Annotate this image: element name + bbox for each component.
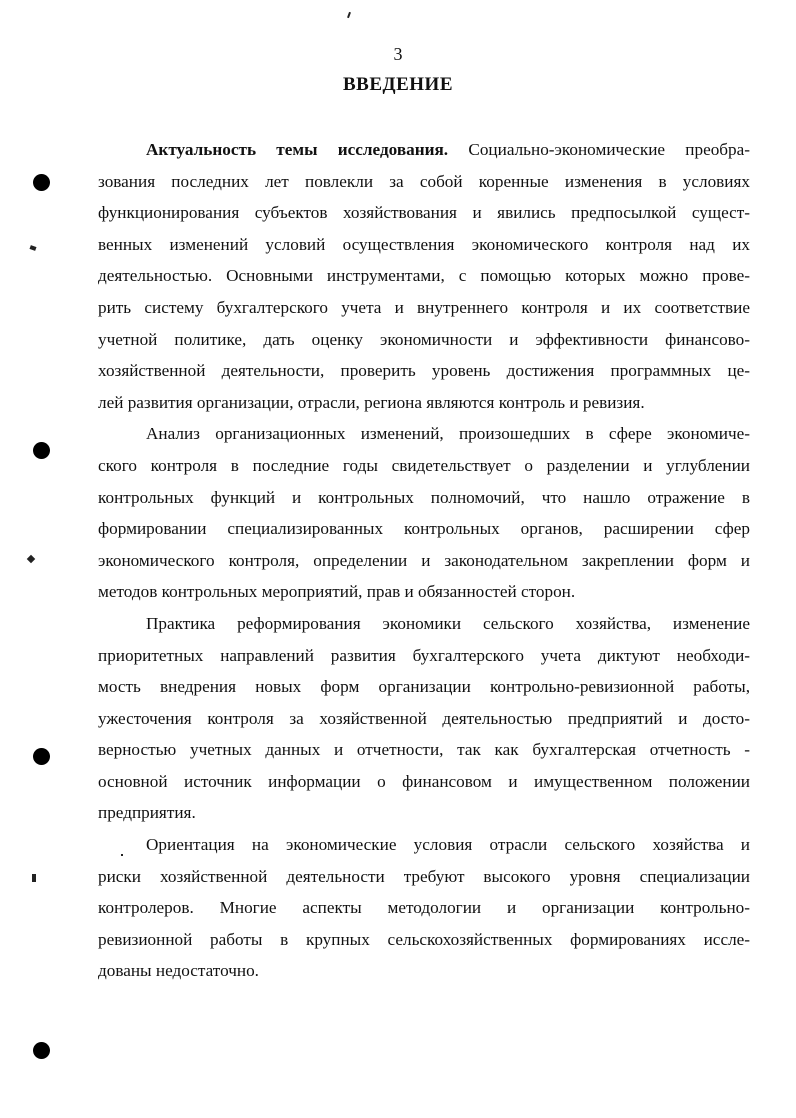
page-title: ВВЕДЕНИЕ (343, 74, 453, 95)
text-line: методов контрольных мероприятий, прав и обязанностей сторон. (98, 582, 576, 602)
scan-speck-icon (32, 874, 36, 882)
text-line: верностью учетных данных и отчетности, так как бухгалтерская отчетность - (98, 740, 750, 760)
text-line: приоритетных направлений развития бухгалтерского учета диктуют необходи- (98, 645, 750, 665)
text-line: Практика реформирования экономики сельского хозяйства, изменение (146, 613, 750, 633)
text-line: ужесточения контроля за хозяйственной деятельностью предприятий и досто- (98, 708, 750, 728)
text-line: учетной политике, дать оценку экономичности и эффективности финансово- (98, 329, 750, 349)
text-line: хозяйственной деятельности, проверить уровень достижения программных це- (98, 361, 750, 381)
text-line: функционирования субъектов хозяйствования и явились предпосылкой сущест- (98, 203, 750, 223)
text-line: контролеров. Многие аспекты методологии и организации контрольно- (98, 898, 750, 918)
text-line: ского контроля в последние годы свидетельствует о разделении и углублении (98, 455, 750, 475)
paragraph (98, 829, 750, 987)
text-line: экономического контроля, определении и законодательном закреплении форм и (98, 550, 750, 570)
text-line: венных изменений условий осуществления экономического контроля над их (98, 234, 750, 254)
punch-hole-icon (33, 748, 50, 765)
text-line: лей развития организации, отрасли, региона являются контроль и ревизия. (98, 392, 645, 412)
text-line: деятельностью. Основными инструментами, с помощью которых можно прове- (98, 266, 750, 286)
paragraph (98, 608, 750, 829)
text-line: Ориентация на экономические условия отрасли сельского хозяйства и (146, 835, 750, 855)
text-line: рить систему бухгалтерского учета и внутреннего контроля и их соответствие (98, 297, 750, 317)
text-line: мость внедрения новых форм организации контрольно-ревизионной работы, (98, 677, 750, 697)
scan-speck-icon (347, 12, 351, 18)
paragraph (98, 418, 750, 608)
text-line: ревизионной работы в крупных сельскохозяйственных формированиях иссле- (98, 929, 750, 949)
punch-hole-icon (33, 442, 50, 459)
scan-speck-icon (29, 245, 36, 251)
text-line: основной источник информации о финансовом и имущественном положении (98, 771, 750, 791)
text-line: зования последних лет повлекли за собой коренные изменения в условиях (98, 171, 750, 191)
text-line: дованы недостаточно. (98, 961, 259, 981)
text-line: формировании специализированных контрольных органов, расширении сфер (98, 519, 750, 539)
scan-speck-icon (27, 555, 35, 563)
page-number: 3 (393, 44, 403, 64)
text-line: Актуальность темы исследования. Социально-экономические преобра- (146, 140, 750, 159)
bold-lead-in: Актуальность темы исследования. (146, 140, 449, 159)
body-text (98, 134, 750, 987)
text-line: контрольных функций и контрольных полномочий, что нашло отражение в (98, 487, 750, 507)
text-line: риски хозяйственной деятельности требуют высокого уровня специализации (98, 866, 750, 886)
punch-hole-icon (33, 1042, 50, 1059)
text-line: Анализ организационных изменений, произошедших в сфере экономиче- (146, 424, 750, 444)
paragraph (98, 134, 750, 418)
punch-hole-icon (33, 174, 50, 191)
text-line: предприятия. (98, 803, 196, 823)
